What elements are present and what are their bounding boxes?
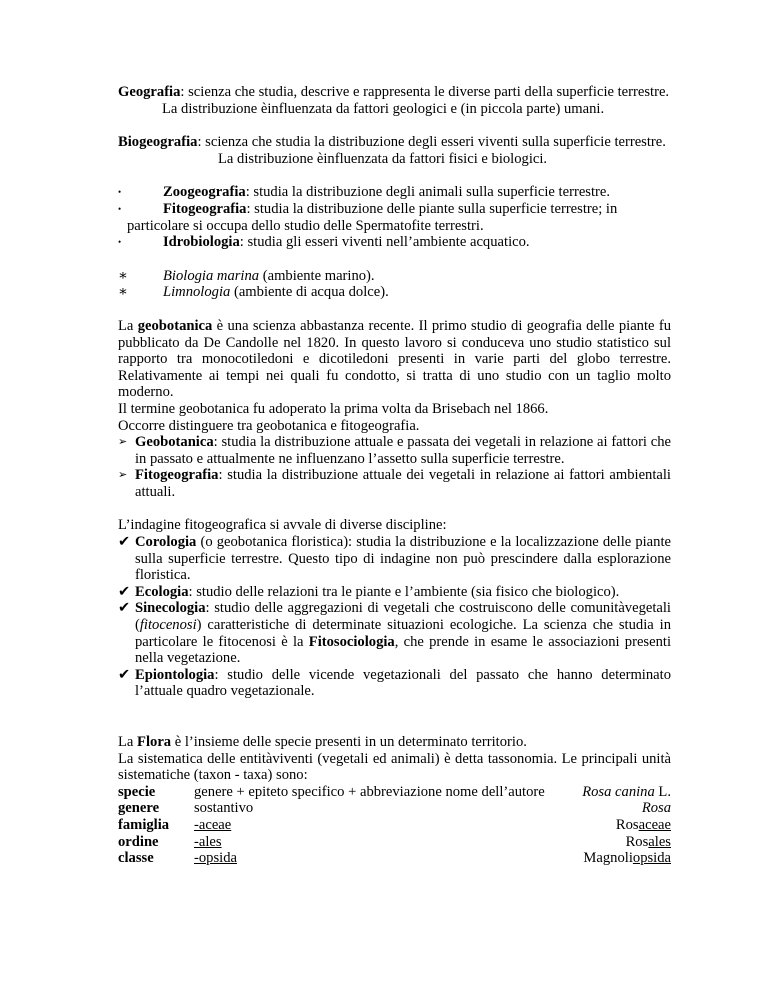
bullet-icon: •: [118, 237, 122, 248]
term-fitosociologia: Fitosociologia: [308, 633, 395, 650]
suffix-rule: -aceae: [194, 816, 232, 833]
text-run: è una scienza abbastanza recente. Il primo studio di geografia delle piante fu pubblicato da De Candolle nel 1820. In questo lavoro si conduceva uno studio statistico sul rapporto tra monocotiledoni e dicotiledoni presenti in varie parti del globo terrestre. Relativamente ai tempi nei quali fu condotto, si tratta di uno studio con un taglio molto moderno.: [118, 317, 671, 401]
check-text: : studio delle vicende vegetazionali del passato che hanno determinato l’attuale quadro vegetazionale.: [135, 666, 671, 700]
geobotanica-paragraph: [118, 318, 671, 401]
example-suffix: aceae: [638, 816, 671, 833]
arrow-text: : studia la distribuzione attuale e passata dei vegetali in relazione ai fattori che in passato e attualmente ne influenzano l’assetto sulla superficie terrestre.: [135, 434, 671, 467]
suffix-rule: -opsida: [194, 850, 237, 867]
bullet-item: [118, 201, 671, 218]
term-geografia: Geografia: [118, 84, 181, 100]
example-suffix: ales: [648, 833, 671, 850]
term-biologia-marina: Biologia marina: [163, 267, 260, 284]
bullet-text: : studia gli esseri viventi nell’ambiente acquatico.: [239, 234, 530, 251]
check-text: : studio delle aggregazioni di vegetali che costruiscono delle comunitàvegetali (: [135, 600, 671, 634]
table-row: [118, 817, 671, 834]
indagine-intro: L’indagine fitogeografica si avvale di diverse discipline:: [118, 517, 447, 534]
check-item: [118, 600, 671, 666]
term-zoogeografia: Zoogeografia: [163, 184, 246, 201]
arrow-item: [118, 467, 671, 500]
example-italic: Rosa: [641, 800, 671, 817]
rule-cell: [194, 834, 575, 851]
term-fitocenosi: fitocenosi: [139, 617, 197, 634]
asterisk-icon: ∗: [118, 284, 128, 301]
term-sinecologia: Sinecologia: [135, 600, 206, 617]
suffix-rule: -ales: [194, 833, 222, 850]
check-text: : studio delle relazioni tra le piante e l’ambiente (sia fisico che biologico).: [188, 583, 620, 600]
text-run: La: [118, 734, 138, 750]
arrow-item: [118, 434, 671, 467]
example-base: Magnoli: [583, 850, 633, 867]
example-cell: [575, 850, 671, 867]
text-run: è l’insieme delle specie presenti in un determinato territorio.: [171, 734, 527, 750]
rule-cell: [194, 850, 575, 867]
flora-paragraph: [118, 734, 671, 751]
checkmark-icon: ✔: [118, 666, 131, 683]
flora-line: La sistematica delle entitàviventi (vegetali ed animali) è detta tassonomia. Le principali unità sistematiche (taxon - taxa) sono:: [118, 750, 671, 784]
example-cell: [575, 817, 671, 834]
term-flora: Flora: [137, 734, 172, 750]
term-idrobiologia: Idrobiologia: [163, 234, 240, 251]
rank-cell: ordine: [118, 833, 159, 850]
bullet-item: [118, 184, 671, 201]
geografia-paragraph: [118, 84, 671, 101]
checkmark-icon: ✔: [118, 600, 131, 617]
arrow-text: : studia la distribuzione attuale dei vegetali in relazione ai fattori ambientali attuali.: [135, 467, 671, 500]
check-text: (o geobotanica floristica): studia la distribuzione e la localizzazione delle piante sulla superficie terrestre. Questo tipo di indagine non può prescindere dalla esplorazione floristica.: [135, 534, 671, 584]
asterisk-item: [118, 268, 671, 285]
geografia-definition: : scienza che studia, descrive e rappresenta le diverse parti della superficie terrestre.: [180, 84, 670, 100]
rank-cell: famiglia: [118, 816, 170, 833]
term-corologia: Corologia: [135, 534, 197, 551]
rank-cell: classe: [118, 850, 154, 867]
term-biogeografia: Biogeografia: [118, 134, 198, 151]
table-row: [118, 784, 671, 801]
checkmark-icon: ✔: [118, 583, 131, 600]
rank-cell: specie: [118, 783, 156, 800]
table-row: [118, 850, 671, 867]
check-text: ) caratteristiche di determinate situazioni ecologiche. La scienza che studia in particolare le fitocenosi è la: [135, 617, 671, 650]
term-geobotanica: geobotanica: [137, 317, 213, 334]
table-row: [118, 834, 671, 851]
term-fitogeografia-def: Fitogeografia: [135, 467, 219, 484]
example-suffix: opsida: [632, 850, 671, 867]
biogeografia-paragraph: [118, 134, 671, 151]
term-fitogeografia: Fitogeografia: [163, 200, 247, 217]
rule-cell: genere + epiteto specifico + abbreviazione nome dell’autore: [194, 783, 545, 800]
term-limnologia: Limnologia: [163, 284, 231, 301]
bullet-text: : studia la distribuzione delle piante sulla superficie terrestre; in: [246, 200, 618, 217]
checkmark-icon: ✔: [118, 534, 131, 551]
rank-cell: genere: [118, 800, 160, 817]
term-ecologia: Ecologia: [135, 583, 189, 600]
asterisk-text: (ambiente di acqua dolce).: [230, 284, 389, 301]
term-geobotanica-def: Geobotanica: [135, 434, 214, 451]
rule-cell: [194, 817, 575, 834]
geobotanica-line: Occorre distinguere tra geobotanica e fitogeografia.: [118, 417, 420, 434]
asterisk-text: (ambiente marino).: [259, 267, 375, 284]
biogeografia-note: La distribuzione èinfluenzata da fattori fisici e biologici.: [218, 150, 548, 167]
asterisk-icon: ∗: [118, 267, 128, 284]
taxonomy-table: [118, 784, 671, 867]
geografia-note: La distribuzione èinfluenzata da fattori geologici e (in piccola parte) umani.: [162, 100, 605, 117]
bullet-icon: •: [118, 203, 122, 214]
term-epiontologia: Epiontologia: [135, 666, 215, 683]
example-cell: [575, 834, 671, 851]
check-item: [118, 584, 671, 601]
text-run: La: [118, 317, 138, 334]
example-author: L.: [654, 783, 671, 800]
example-cell: [575, 800, 671, 817]
bullet-icon: •: [118, 187, 122, 198]
bullet-text: : studia la distribuzione degli animali sulla superficie terrestre.: [245, 184, 611, 201]
arrowhead-icon: ➢: [118, 436, 128, 449]
example-base: Ros: [625, 833, 649, 850]
example-base: Ros: [615, 816, 639, 833]
table-row: [118, 800, 671, 817]
biogeografia-definition: : scienza che studia la distribuzione degli esseri viventi sulla superficie terrestre.: [197, 134, 666, 151]
bullet-item: [118, 234, 671, 251]
bullet-continuation: particolare si occupa dello studio delle Spermatofite terrestri.: [127, 217, 484, 234]
document-page: [118, 84, 671, 867]
example-italic: Rosa canina: [582, 783, 655, 800]
arrowhead-icon: ➢: [118, 469, 128, 482]
geobotanica-line: Il termine geobotanica fu adoperato la prima volta da Brisebach nel 1866.: [118, 400, 549, 417]
check-text: , che prende in esame le associazioni presenti nella vegetazione.: [135, 633, 671, 667]
asterisk-item: [118, 284, 671, 301]
check-item: [118, 534, 671, 584]
example-cell: [575, 784, 671, 801]
rule-cell: sostantivo: [194, 800, 254, 817]
check-item: [118, 667, 671, 700]
